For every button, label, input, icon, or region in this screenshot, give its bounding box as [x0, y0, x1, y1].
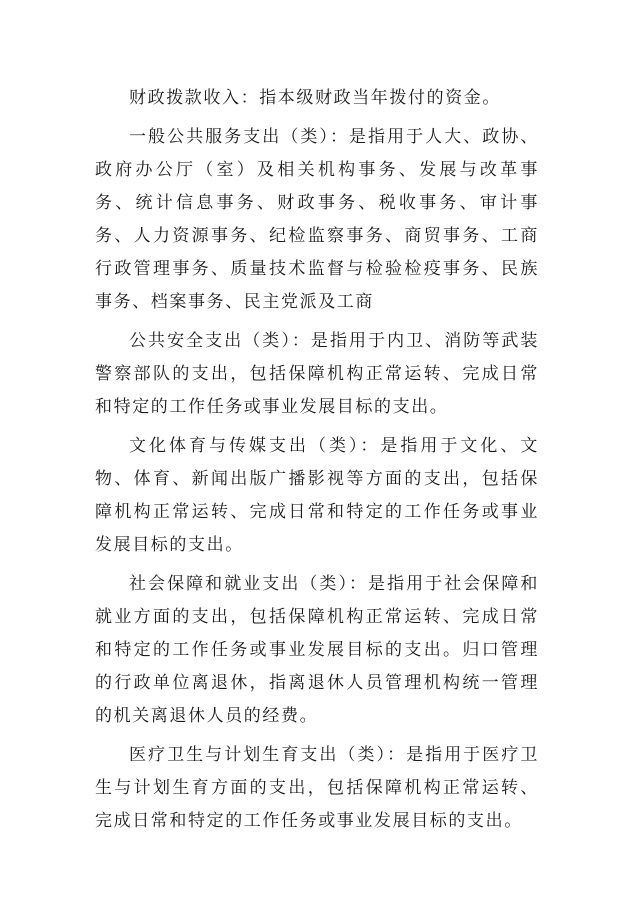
paragraph-fiscal-appropriation-income: 财政拨款收入：指本级财政当年拨付的资金。	[129, 88, 501, 108]
paragraph-health-family-planning: 医疗卫生与计划生育支出（类）：是指用于医疗卫生与计划生育方面的支出，包括保障机构正常运转、完成日常和特定的工作任务或事业发展目标的支出。	[95, 745, 539, 831]
document-body	[95, 82, 539, 844]
paragraph-social-security-employment: 社会保障和就业支出（类）：是指用于社会保障和就业方面的支出，包括保障机构正常运转、完成日常和特定的工作任务或事业发展目标的支出。归口管理的行政单位离退休，指离退休人员管理机构统一管理的机关离退休人员的经费。	[95, 574, 539, 726]
paragraph-public-security: 公共安全支出（类）：是指用于内卫、消防等武装警察部队的支出，包括保障机构正常运转、完成日常和特定的工作任务或事业发展目标的支出。	[95, 331, 539, 417]
paragraph-general-public-services: 一般公共服务支出（类）：是指用于人大、政协、政府办公厅（室）及相关机构事务、发展与改革事务、统计信息事务、财政事务、税收事务、审计事务、人力资源事务、纪检监察事务、商贸事务、工商行政管理事务、质量技术监督与检验检疫事务、民族事务、档案事务、民主党派及工商	[95, 127, 539, 312]
paragraph-culture-sports-media: 文化体育与传媒支出（类）：是指用于文化、文物、体育、新闻出版广播影视等方面的支出，包括保障机构正常运转、完成日常和特定的工作任务或事业发展目标的支出。	[95, 436, 539, 555]
